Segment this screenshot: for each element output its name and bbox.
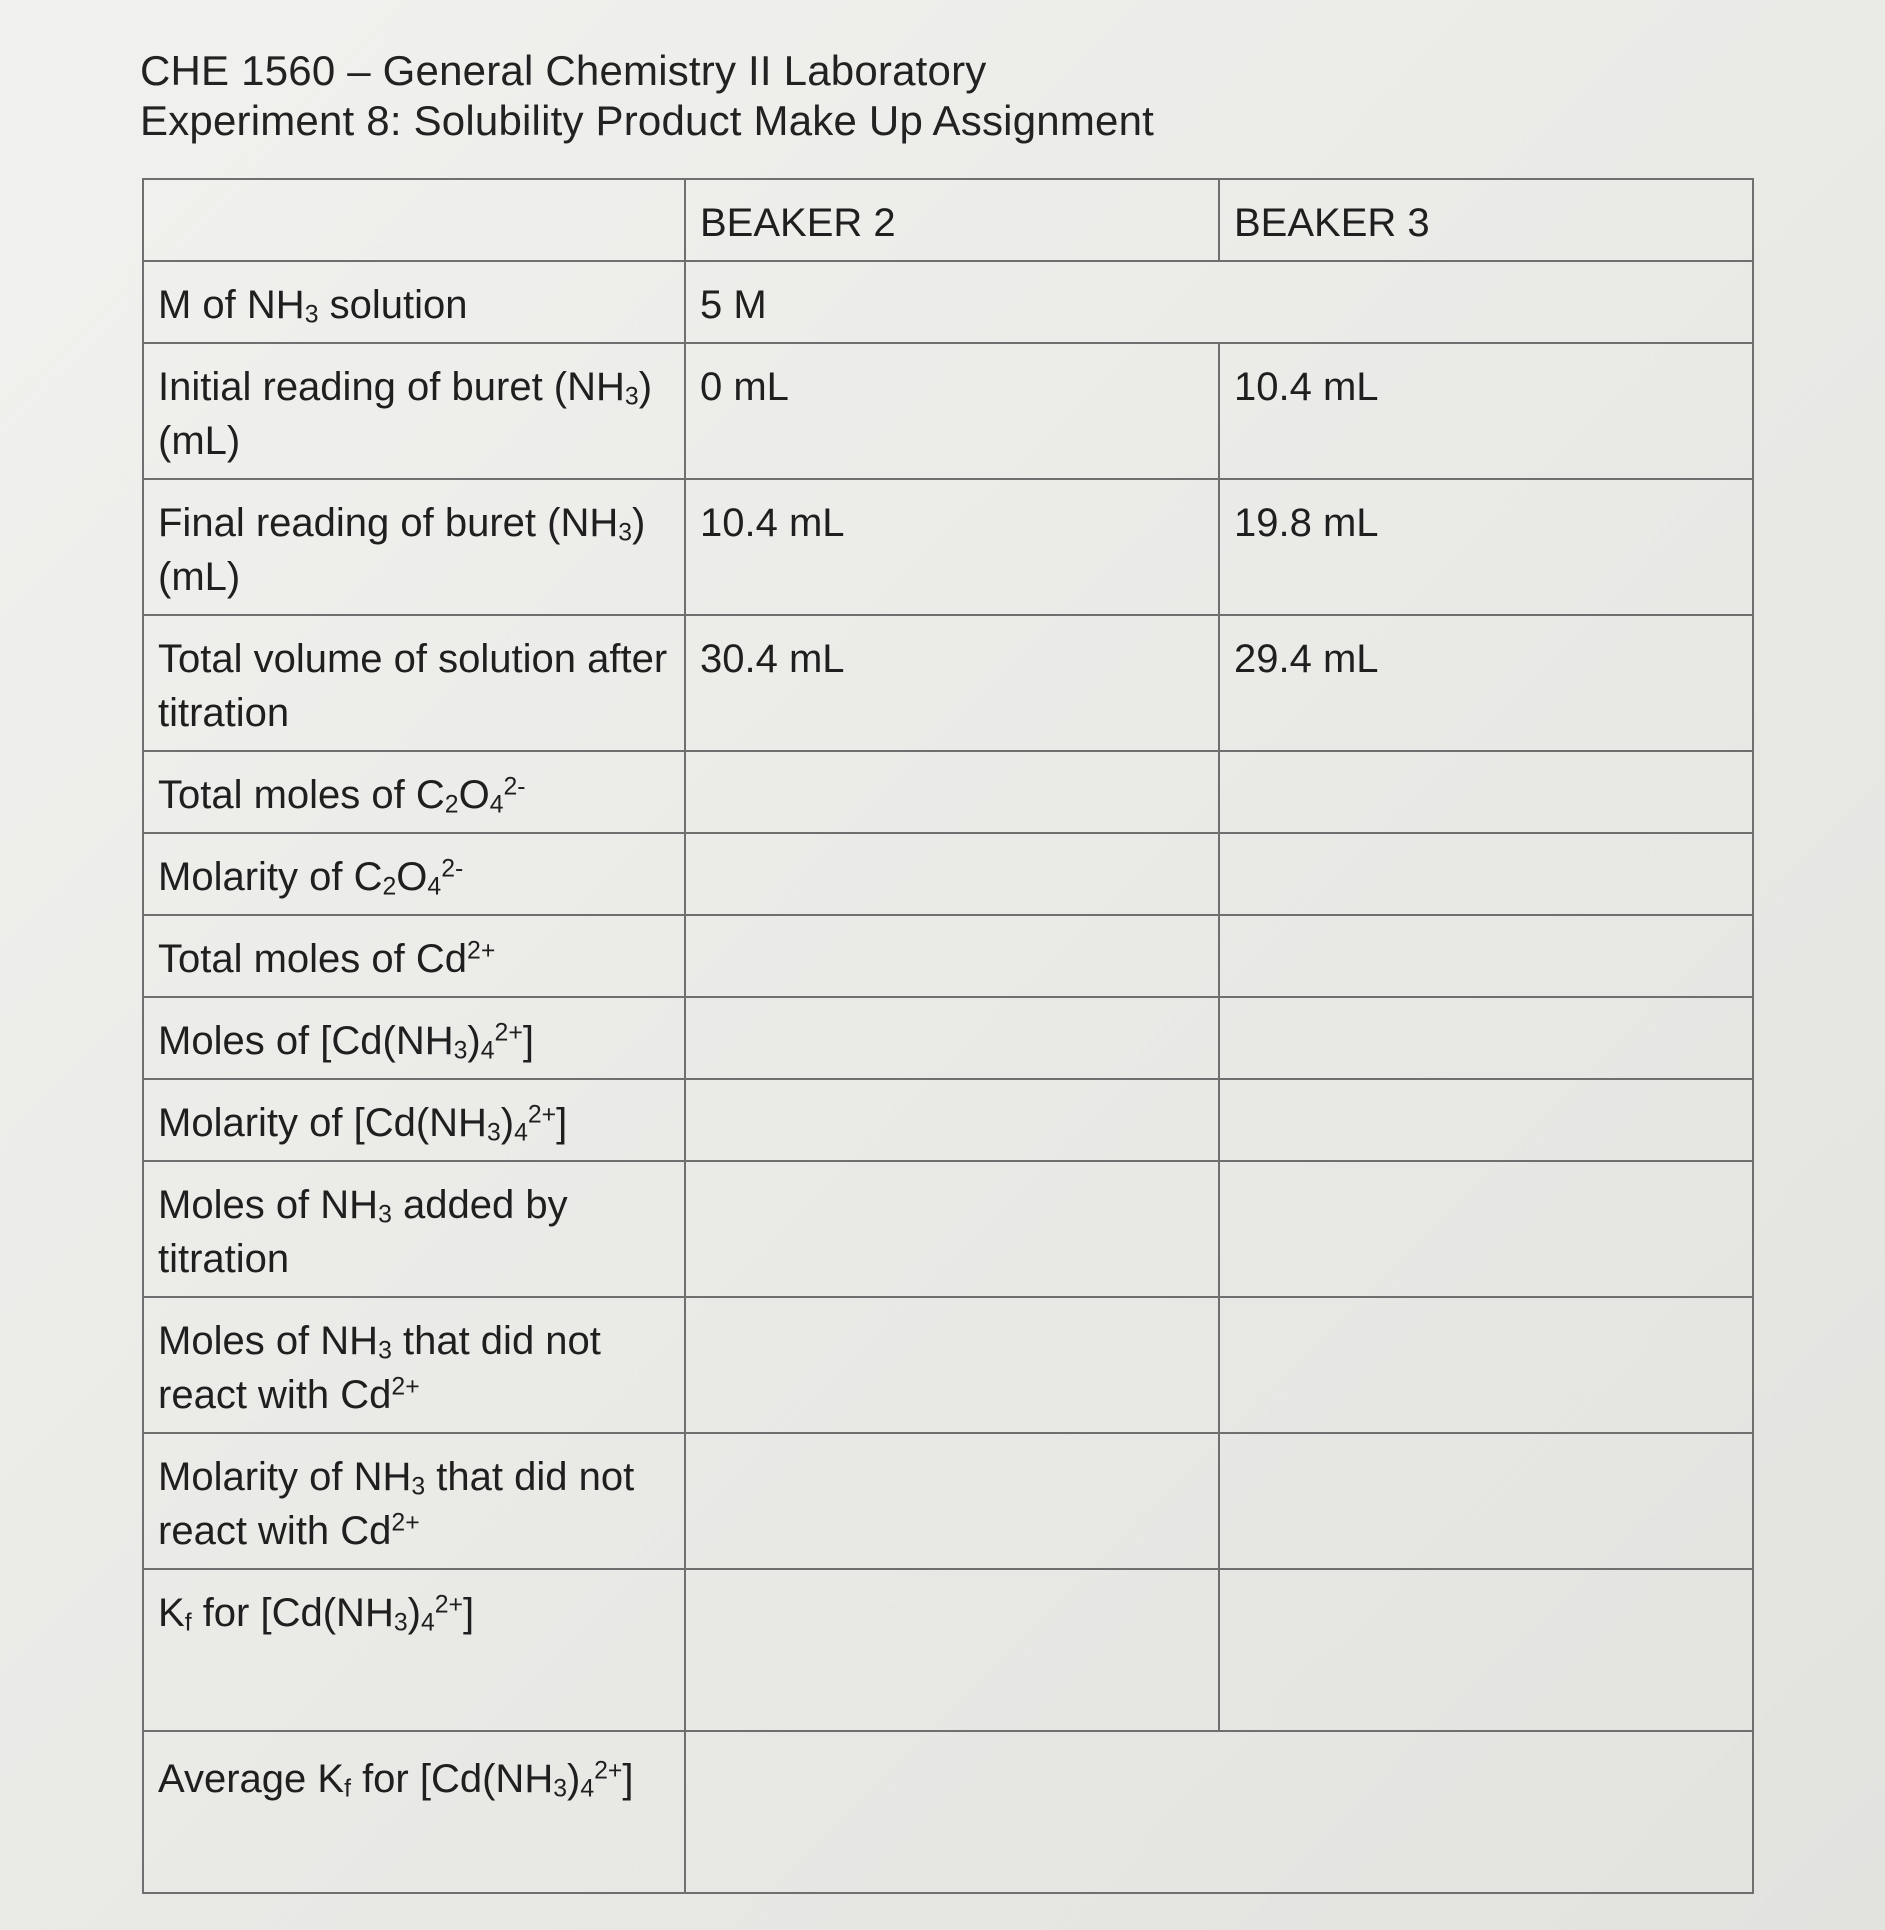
row-label xyxy=(143,1079,685,1161)
label-text-part: 3 xyxy=(453,1037,468,1065)
table-row xyxy=(143,1433,1753,1569)
table-row xyxy=(143,261,1753,343)
row-label xyxy=(143,1433,685,1569)
label-text-part: 4 xyxy=(420,1609,435,1637)
table-row xyxy=(143,1569,1753,1731)
beaker-2-cell: 30.4 mL xyxy=(685,615,1219,751)
label-text-part: f xyxy=(344,1775,351,1803)
beaker-3-cell: 29.4 mL xyxy=(1219,615,1753,751)
label-text-part: for [Cd(NH xyxy=(350,1757,554,1801)
beaker-3-cell xyxy=(1219,997,1753,1079)
label-text-part: 3 xyxy=(378,1337,392,1365)
label-text-part: ) (mL) xyxy=(158,365,653,463)
label-text-part: ) (mL) xyxy=(158,501,646,599)
table-row xyxy=(143,915,1753,997)
course-title: CHE 1560 – General Chemistry II Laboratory xyxy=(140,47,987,94)
label-text-part: 4 xyxy=(514,1119,528,1147)
label-text-part: 2+ xyxy=(494,1019,523,1047)
label-text-part: Initial reading of buret (NH xyxy=(158,365,625,409)
beaker-2-cell xyxy=(685,1079,1219,1161)
row-label xyxy=(143,343,685,479)
label-text-part: 3 xyxy=(411,1473,426,1501)
label-text-part: Average K xyxy=(158,1757,345,1801)
label-text-part: ) xyxy=(467,1019,481,1063)
merged-value-cell: 5 M xyxy=(685,261,1753,343)
row-label xyxy=(143,833,685,915)
beaker-2-cell xyxy=(685,833,1219,915)
beaker-2-cell xyxy=(685,751,1219,833)
table-row xyxy=(143,997,1753,1079)
label-text-part: ) xyxy=(407,1591,421,1635)
label-text-part: 3 xyxy=(624,383,639,411)
label-text-part: 3 xyxy=(486,1119,501,1147)
label-text-part: M of NH xyxy=(158,283,305,327)
row-label xyxy=(143,915,685,997)
beaker-3-cell xyxy=(1219,833,1753,915)
row-label xyxy=(143,1569,685,1731)
row-label xyxy=(143,615,685,751)
table-row xyxy=(143,1297,1753,1433)
worksheet-header xyxy=(140,46,1540,146)
label-text-part: K xyxy=(158,1591,185,1635)
label-text-part: 3 xyxy=(378,1201,392,1229)
label-text-part: 2- xyxy=(503,773,526,801)
beaker-2-cell xyxy=(685,915,1219,997)
row-label xyxy=(143,751,685,833)
label-text-part: 2+ xyxy=(434,1591,464,1619)
label-text-part: ] xyxy=(522,1019,534,1063)
label-text-part: ] xyxy=(556,1101,568,1145)
row-label xyxy=(143,1297,685,1433)
table-row xyxy=(143,751,1753,833)
label-text-part: that did not react with Cd xyxy=(158,1455,635,1553)
label-text-part: 3 xyxy=(393,1609,408,1637)
label-text-part: 3 xyxy=(553,1775,567,1803)
label-text-part: 2+ xyxy=(594,1757,623,1785)
table-row xyxy=(143,615,1753,751)
label-text-part: added by titration xyxy=(158,1183,568,1281)
label-text-part: Moles of [Cd(NH xyxy=(158,1019,454,1063)
beaker-3-cell: 10.4 mL xyxy=(1219,343,1753,479)
table-row xyxy=(143,343,1753,479)
label-text-part: 2- xyxy=(441,855,464,883)
label-text-part: Molarity of C xyxy=(158,855,383,899)
label-text-part: 2+ xyxy=(527,1101,557,1129)
label-text-part: 4 xyxy=(580,1775,595,1803)
label-text-part: 2+ xyxy=(467,937,496,965)
beaker-3-cell: 19.8 mL xyxy=(1219,479,1753,615)
table-row xyxy=(143,1161,1753,1297)
beaker-2-cell xyxy=(685,997,1219,1079)
label-text-part: 3 xyxy=(618,519,633,547)
table-row xyxy=(143,479,1753,615)
table-row xyxy=(143,1731,1753,1893)
header-cell-beaker-2: BEAKER 2 xyxy=(685,179,1219,261)
beaker-3-cell xyxy=(1219,1569,1753,1731)
label-text-part: ] xyxy=(463,1591,475,1635)
label-text-part: ) xyxy=(500,1101,515,1145)
label-text-part: 4 xyxy=(427,873,442,901)
table-header-row xyxy=(143,179,1753,261)
label-text-part: 2+ xyxy=(391,1373,420,1401)
beaker-2-cell: 10.4 mL xyxy=(685,479,1219,615)
label-text-part: 2 xyxy=(382,873,397,901)
header-cell-blank xyxy=(143,179,685,261)
experiment-title: Experiment 8: Solubility Product Make Up Assignment xyxy=(140,97,1154,144)
label-text-part: Total moles of Cd xyxy=(158,937,468,981)
label-text-part: O xyxy=(396,855,428,899)
label-text-part: ) xyxy=(567,1757,581,1801)
row-label xyxy=(143,1731,685,1893)
merged-value-cell xyxy=(685,1731,1753,1893)
label-text-part: Final reading of buret (NH xyxy=(158,501,619,545)
label-text-part: Moles of NH xyxy=(158,1183,379,1227)
row-label xyxy=(143,261,685,343)
beaker-2-cell xyxy=(685,1569,1219,1731)
beaker-2-cell: 0 mL xyxy=(685,343,1219,479)
label-text-part: Total volume of solution after titration xyxy=(158,637,668,735)
table-row xyxy=(143,833,1753,915)
beaker-3-cell xyxy=(1219,1433,1753,1569)
label-text-part: Total moles of C xyxy=(158,773,445,817)
table-row xyxy=(143,1079,1753,1161)
label-text-part: Moles of NH xyxy=(158,1319,379,1363)
label-text-part: 2 xyxy=(444,791,459,819)
beaker-3-cell xyxy=(1219,1079,1753,1161)
beaker-2-cell xyxy=(685,1161,1219,1297)
label-text-part: 2+ xyxy=(391,1509,420,1537)
label-text-part: O xyxy=(458,773,490,817)
label-text-part: Molarity of [Cd(NH xyxy=(158,1101,487,1145)
label-text-part: f xyxy=(184,1609,192,1637)
label-text-part: solution xyxy=(318,283,468,327)
row-label xyxy=(143,1161,685,1297)
label-text-part: that did not react with Cd xyxy=(158,1319,601,1417)
header-cell-beaker-3: BEAKER 3 xyxy=(1219,179,1753,261)
beaker-3-cell xyxy=(1219,915,1753,997)
label-text-part: for [Cd(NH xyxy=(191,1591,394,1635)
label-text-part: Molarity of NH xyxy=(158,1455,412,1499)
beaker-2-cell xyxy=(685,1297,1219,1433)
beaker-3-cell xyxy=(1219,1161,1753,1297)
label-text-part: ] xyxy=(622,1757,634,1801)
label-text-part: 3 xyxy=(304,301,319,329)
row-label xyxy=(143,997,685,1079)
label-text-part: 4 xyxy=(489,791,504,819)
beaker-2-cell xyxy=(685,1433,1219,1569)
data-table xyxy=(142,178,1754,1894)
label-text-part: 4 xyxy=(480,1037,495,1065)
beaker-3-cell xyxy=(1219,751,1753,833)
row-label xyxy=(143,479,685,615)
beaker-3-cell xyxy=(1219,1297,1753,1433)
